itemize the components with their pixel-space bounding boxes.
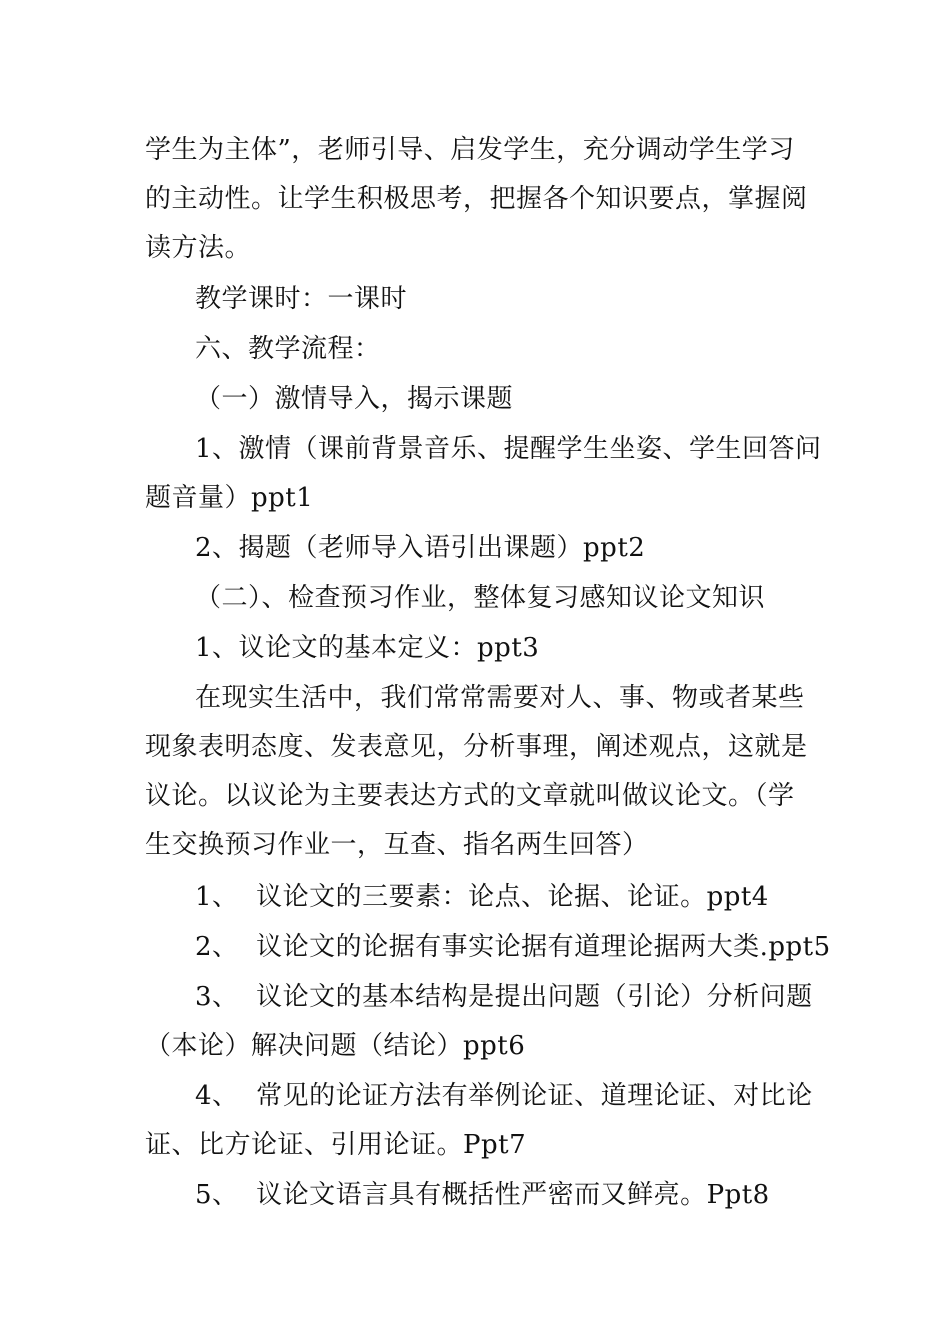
subsection-heading: （二）、检查预习作业，整体复习感知议论文知识 — [195, 583, 766, 613]
paragraph-line: 生交换预习作业一，互查、指名两生回答） — [145, 830, 649, 860]
paragraph-line: 的主动性。让学生积极思考，把握各个知识要点，掌握阅 — [145, 184, 808, 214]
list-item-continuation: 证、比方论证、引用论证。Ppt7 — [145, 1130, 527, 1160]
paragraph-line: 议论。以议论为主要表达方式的文章就叫做议论文。（学 — [145, 781, 795, 811]
paragraph-line: 读方法。 — [145, 233, 252, 263]
list-item: 2、揭题（老师导入语引出课题）ppt2 — [195, 533, 646, 563]
list-item-continuation: 题音量）ppt1 — [145, 483, 314, 513]
list-item: 2、 议论文的论据有事实论据有道理论据两大类.ppt5 — [195, 932, 831, 962]
class-hours-line: 教学课时：一课时 — [195, 284, 408, 314]
list-item: 4、 常见的论证方法有举例论证、道理论证、对比论 — [195, 1081, 813, 1111]
paragraph-line: 现象表明态度、发表意见，分析事理，阐述观点，这就是 — [145, 732, 808, 762]
list-item: 1、激情（课前背景音乐、提醒学生坐姿、学生回答问 — [195, 434, 822, 464]
list-item: 5、 议论文语言具有概括性严密而又鲜亮。Ppt8 — [195, 1180, 770, 1210]
list-item: 1、议论文的基本定义：ppt3 — [195, 633, 540, 663]
paragraph-line: 学生为主体”，老师引导、启发学生，充分调动学生学习 — [145, 135, 795, 165]
list-item: 1、 议论文的三要素：论点、论据、论证。ppt4 — [195, 882, 769, 912]
list-item: 3、 议论文的基本结构是提出问题（引论）分析问题 — [195, 982, 813, 1012]
list-item-continuation: （本论）解决问题（结论）ppt6 — [145, 1031, 526, 1061]
subsection-heading: （一）激情导入，揭示课题 — [195, 384, 514, 414]
paragraph-line: 在现实生活中，我们常常需要对人、事、物或者某些 — [195, 683, 805, 713]
section-heading: 六、教学流程： — [195, 334, 381, 364]
